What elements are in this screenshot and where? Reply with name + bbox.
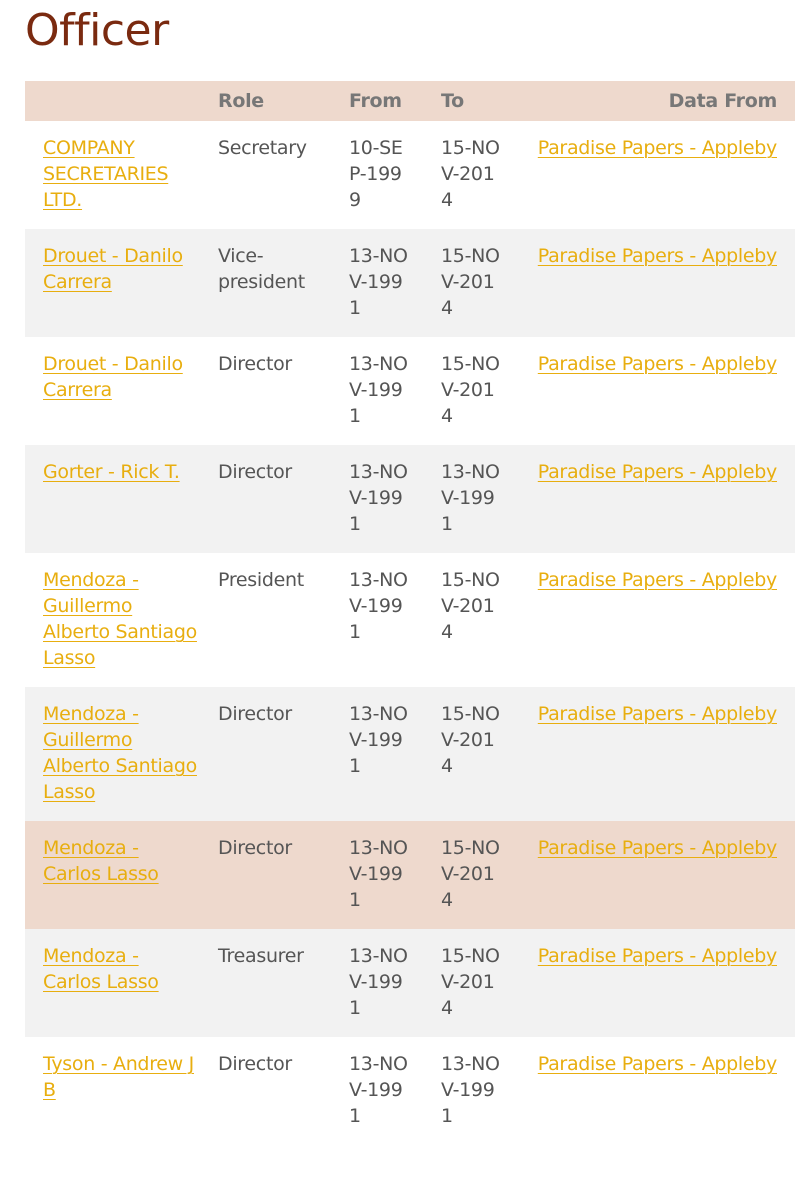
data-source-link[interactable]: Paradise Papers - Appleby xyxy=(537,569,777,591)
officer-role: Treasurer xyxy=(218,945,304,967)
officer-name-link[interactable]: Drouet - Danilo Carrera xyxy=(43,353,183,401)
table-row xyxy=(25,337,795,445)
officer-name-link[interactable]: Gorter - Rick T. xyxy=(43,461,180,483)
to-date: 15-NOV-2014 xyxy=(441,245,500,319)
to-date: 15-NOV-2014 xyxy=(441,945,500,1019)
officer-name-link[interactable]: Drouet - Danilo Carrera xyxy=(43,245,183,293)
from-date: 13-NOV-1991 xyxy=(349,703,408,777)
officer-role: Director xyxy=(218,837,292,859)
officer-role: Secretary xyxy=(218,137,307,159)
table-row xyxy=(25,1037,795,1145)
officer-name-link[interactable]: Mendoza - Guillermo Alberto Santiago Lasso xyxy=(43,569,197,669)
to-date: 13-NOV-1991 xyxy=(441,1053,500,1127)
table-header-row xyxy=(25,81,795,121)
data-source-link[interactable]: Paradise Papers - Appleby xyxy=(537,461,777,483)
data-source-link[interactable]: Paradise Papers - Appleby xyxy=(537,945,777,967)
table-row-highlighted xyxy=(25,821,795,929)
from-date: 13-NOV-1991 xyxy=(349,461,408,535)
table-row xyxy=(25,553,795,687)
data-source-link[interactable]: Paradise Papers - Appleby xyxy=(537,1053,777,1075)
officer-role: Director xyxy=(218,461,292,483)
to-date: 15-NOV-2014 xyxy=(441,837,500,911)
from-date: 13-NOV-1991 xyxy=(349,837,408,911)
header-data-from: Data From xyxy=(668,90,777,112)
from-date: 10-SEP-1999 xyxy=(349,137,403,211)
data-source-link[interactable]: Paradise Papers - Appleby xyxy=(537,703,777,725)
officer-role: Director xyxy=(218,1053,292,1075)
table-row xyxy=(25,929,795,1037)
officer-name-link[interactable]: COMPANY SECRETARIES LTD. xyxy=(43,137,169,211)
to-date: 15-NOV-2014 xyxy=(441,353,500,427)
officer-name-link[interactable]: Mendoza - Guillermo Alberto Santiago Lasso xyxy=(43,703,197,803)
officer-role: Director xyxy=(218,353,292,375)
from-date: 13-NOV-1991 xyxy=(349,245,408,319)
header-name xyxy=(25,81,200,121)
officer-role: Director xyxy=(218,703,292,725)
table-row xyxy=(25,687,795,821)
data-source-link[interactable]: Paradise Papers - Appleby xyxy=(537,137,777,159)
to-date: 13-NOV-1991 xyxy=(441,461,500,535)
to-date: 15-NOV-2014 xyxy=(441,569,500,643)
from-date: 13-NOV-1991 xyxy=(349,569,408,643)
officer-name-link[interactable]: Tyson - Andrew J B xyxy=(43,1053,194,1101)
data-source-link[interactable]: Paradise Papers - Appleby xyxy=(537,245,777,267)
page-title: Officer xyxy=(25,5,169,56)
from-date: 13-NOV-1991 xyxy=(349,353,408,427)
officer-role: President xyxy=(218,569,304,591)
data-source-link[interactable]: Paradise Papers - Appleby xyxy=(537,837,777,859)
header-from: From xyxy=(349,90,402,112)
header-to: To xyxy=(441,90,464,112)
officer-table xyxy=(25,81,795,1145)
officer-name-link[interactable]: Mendoza - Carlos Lasso xyxy=(43,837,159,885)
from-date: 13-NOV-1991 xyxy=(349,945,408,1019)
officer-name-link[interactable]: Mendoza - Carlos Lasso xyxy=(43,945,159,993)
from-date: 13-NOV-1991 xyxy=(349,1053,408,1127)
table-row xyxy=(25,121,795,229)
table-row xyxy=(25,445,795,553)
data-source-link[interactable]: Paradise Papers - Appleby xyxy=(537,353,777,375)
officer-role: Vice-president xyxy=(218,245,305,293)
header-role: Role xyxy=(218,90,264,112)
to-date: 15-NOV-2014 xyxy=(441,137,500,211)
table-row xyxy=(25,229,795,337)
to-date: 15-NOV-2014 xyxy=(441,703,500,777)
